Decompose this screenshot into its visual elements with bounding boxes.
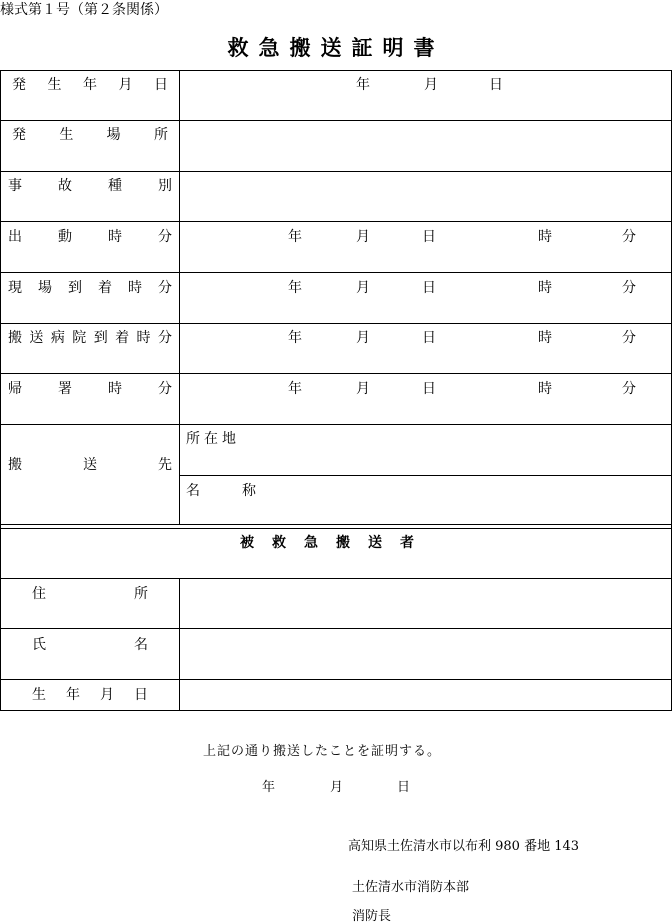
hospital-year-label: 年 [288, 330, 302, 346]
certification-month-label: 月 [330, 780, 344, 795]
scene-month-label: 月 [356, 280, 370, 296]
issuer-chief-title: 消防長 [352, 909, 392, 924]
scene-day-label: 日 [422, 280, 436, 296]
occurrence-year-label: 年 [356, 77, 370, 93]
form-number-label: 様式第１号（第２条関係） [0, 2, 168, 18]
return-month-label: 月 [356, 381, 370, 397]
date-of-occurrence-label: 発 生 年 月 日 [12, 77, 168, 93]
hospital-hour-label: 時 [538, 330, 552, 346]
incident-type-label: 事 故 種 別 [8, 178, 172, 194]
hospital-minute-label: 分 [622, 330, 636, 346]
scene-year-label: 年 [288, 280, 302, 296]
patient-name-label: 氏 名 [32, 637, 148, 653]
scene-minute-label: 分 [622, 280, 636, 296]
destination-label: 搬 送 先 [8, 457, 172, 473]
dispatch-month-label: 月 [356, 229, 370, 245]
return-time-label: 帰 署 時 分 [8, 381, 172, 397]
occurrence-day-label: 日 [489, 77, 503, 93]
dispatch-year-label: 年 [288, 229, 302, 245]
place-of-occurrence-label: 発 生 場 所 [12, 127, 168, 143]
dispatch-minute-label: 分 [622, 229, 636, 245]
arrival-on-scene-label: 現 場 到 着 時 分 [8, 280, 172, 296]
return-day-label: 日 [422, 381, 436, 397]
arrival-at-hospital-label: 搬 送 病 院 到 着 時 分 [8, 330, 172, 346]
return-year-label: 年 [288, 381, 302, 397]
patient-birthdate-label: 生 年 月 日 [32, 687, 148, 703]
certification-year-label: 年 [262, 780, 276, 795]
patient-address-label: 住 所 [32, 586, 148, 602]
document-title: 救急搬送証明書 [227, 35, 445, 60]
patient-section-header: 被救急搬送者 [240, 535, 432, 551]
return-minute-label: 分 [622, 381, 636, 397]
issuer-address: 高知県土佐清水市以布利 980 番地 143 [348, 839, 580, 854]
destination-name-label: 名 称 [186, 483, 256, 499]
dispatch-day-label: 日 [422, 229, 436, 245]
scene-hour-label: 時 [538, 280, 552, 296]
hospital-month-label: 月 [356, 330, 370, 346]
dispatch-time-label: 出 動 時 分 [8, 229, 172, 245]
dispatch-hour-label: 時 [538, 229, 552, 245]
certification-statement: 上記の通り搬送したことを証明する。 [203, 744, 442, 759]
occurrence-month-label: 月 [424, 77, 438, 93]
destination-location-label: 所在地 [186, 431, 240, 447]
return-hour-label: 時 [538, 381, 552, 397]
hospital-day-label: 日 [422, 330, 436, 346]
issuer-department: 土佐清水市消防本部 [352, 880, 470, 895]
certification-day-label: 日 [397, 780, 411, 795]
